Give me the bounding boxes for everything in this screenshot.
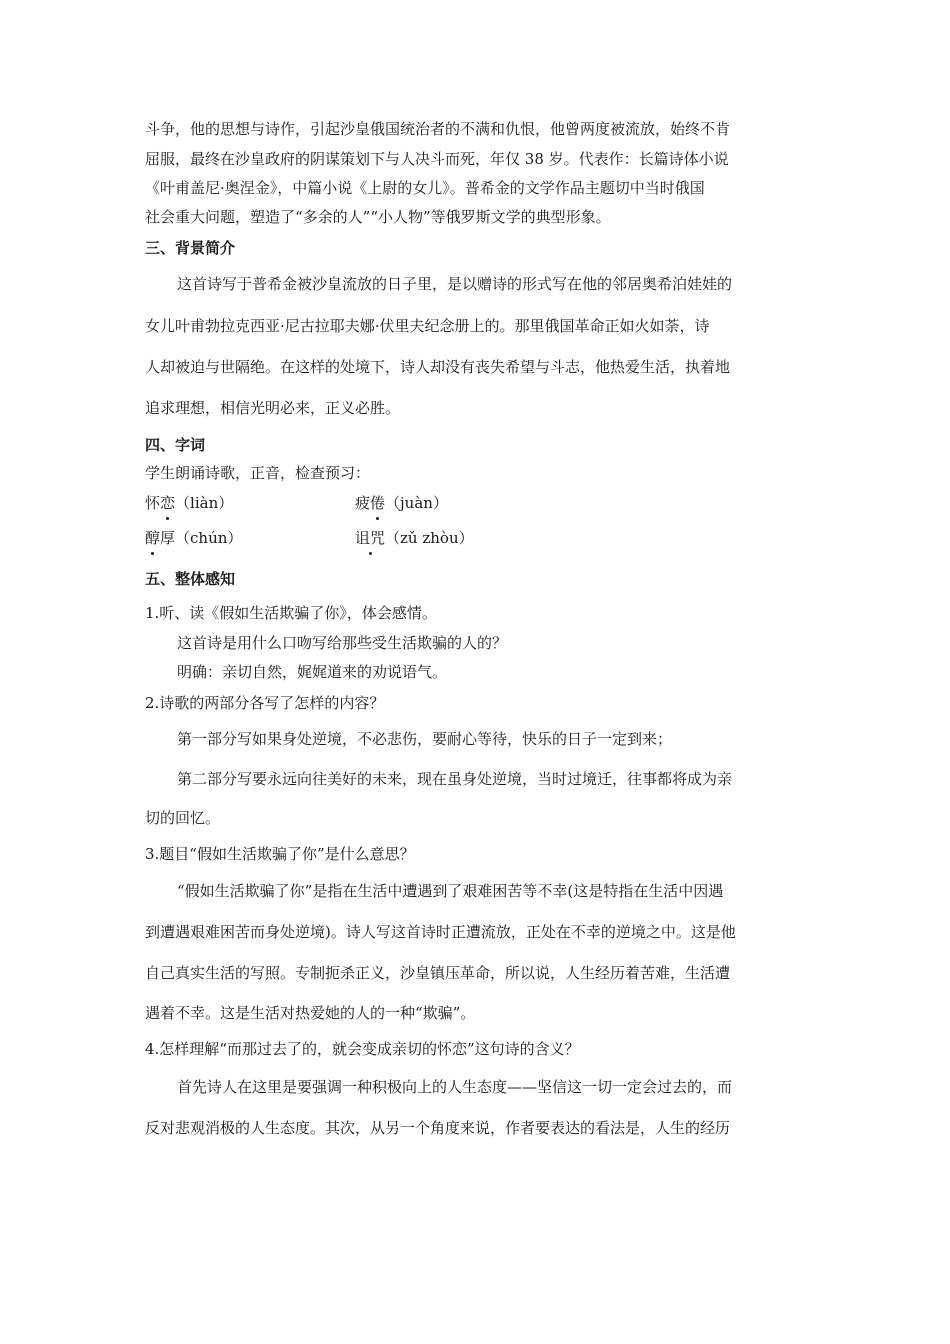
question-3-answer-line: 到遭遇艰难困苦而身处逆境)。诗人写这首诗时正遭流放，正处在不幸的逆境之中。这是他 — [145, 923, 736, 941]
pinyin: （juàn） — [385, 494, 448, 512]
vocab-item: 醇厚（chún） — [145, 529, 243, 547]
background-line: 这首诗写于普希金被沙皇流放的日子里，是以赠诗的形式写在他的邻居奥希泊娃娃的 — [177, 275, 733, 293]
vocab-item: 怀恋（liàn） — [145, 494, 234, 512]
question-4: 4.怎样理解“而那过去了的，就会变成亲切的怀恋”这句诗的含义？ — [145, 1040, 580, 1058]
question-2-answer-line: 第一部分写如果身处逆境，不必悲伤，要耐心等待，快乐的日子一定到来； — [177, 730, 673, 748]
intro-line: 社会重大问题，塑造了“多余的人”“小人物”等俄罗斯文学的典型形象。 — [145, 208, 611, 226]
question-1: 1.听、读《假如生活欺骗了你》，体会感情。 — [145, 604, 437, 622]
question-2-answer-line: 第二部分写要永远向往美好的未来，现在虽身处逆境，当时过境迁，往事都将成为亲 — [177, 770, 733, 788]
question-4-answer-line: 首先诗人在这里是要强调一种积极向上的人生态度——坚信这一切一定会过去的，而 — [177, 1078, 733, 1096]
question-3-answer-line: 自己真实生活的写照。专制扼杀正义，沙皇镇压革命，所以说，人生经历着苦难，生活遭 — [145, 964, 731, 982]
section-heading-background: 三、背景简介 — [145, 239, 236, 257]
section-heading-overall-perception: 五、整体感知 — [145, 570, 236, 588]
emphasized-char: 恋 — [160, 494, 176, 512]
intro-line: 屈服，最终在沙皇政府的阴谋策划下与人决斗而死，年仅 38 岁。代表作：长篇诗体小说 — [145, 150, 729, 168]
pinyin: （zǔ zhòu） — [385, 529, 474, 547]
pinyin: （liàn） — [175, 494, 234, 512]
vocabulary-intro: 学生朗诵诗歌，正音，检查预习： — [145, 464, 371, 482]
question-2-answer-line: 切的回忆。 — [145, 809, 221, 827]
question-3-answer-line: 遇着不幸。这是生活对热爱她的人的一种“欺骗”。 — [145, 1004, 476, 1022]
question-1-prompt: 这首诗是用什么口吻写给那些受生活欺骗的人的？ — [177, 634, 508, 652]
background-line: 女儿叶甫勃拉克西亚·尼古拉耶夫娜·伏里夫纪念册上的。那里俄国革命正如火如荼，诗 — [145, 317, 710, 335]
question-1-answer: 明确：亲切自然，娓娓道来的劝说语气。 — [177, 663, 448, 681]
question-3: 3.题目“假如生活欺骗了你”是什么意思？ — [145, 845, 415, 863]
emphasized-char: 倦 — [370, 494, 386, 512]
vocab-item: 疲倦（juàn） — [355, 494, 448, 512]
emphasized-char: 诅咒 — [355, 529, 386, 547]
background-line: 追求理想，相信光明必来，正义必胜。 — [145, 399, 401, 417]
vocab-item — [355, 527, 474, 549]
question-4-answer-line: 反对悲观消极的人生态度。其次，从另一个角度来说，作者要表达的看法是，人生的经历 — [145, 1119, 731, 1137]
emphasized-char: 醇 — [145, 529, 161, 547]
section-heading-vocabulary: 四、字词 — [145, 436, 206, 454]
pinyin: （chún） — [175, 529, 243, 547]
intro-line: 斗争，他的思想与诗作，引起沙皇俄国统治者的不满和仇恨，他曾两度被流放，始终不肯 — [145, 120, 731, 138]
intro-line: 《叶甫盖尼·奥涅金》，中篇小说《上尉的女儿》。普希金的文学作品主题切中当时俄国 — [145, 179, 705, 197]
question-3-answer-line: “假如生活欺骗了你”是指在生活中遭遇到了艰难困苦等不幸(这是特指在生活中因遇 — [177, 882, 724, 900]
question-2: 2.诗歌的两部分各写了怎样的内容？ — [145, 694, 385, 712]
background-line: 人却被迫与世隔绝。在这样的处境下，诗人却没有丧失希望与斗志，他热爱生活，执着地 — [145, 358, 731, 376]
